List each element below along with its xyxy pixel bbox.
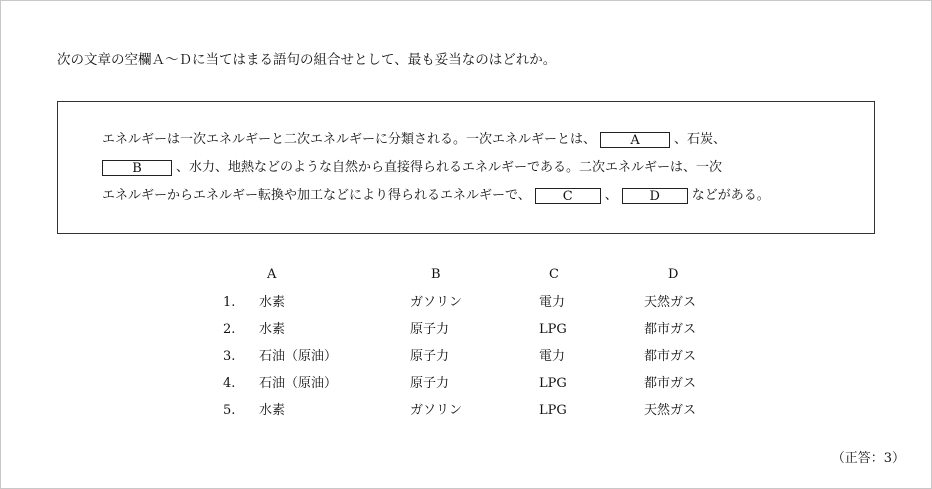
option-number: 5. xyxy=(223,403,236,418)
option-d: 都市ガス xyxy=(644,349,697,364)
option-b: 原子力 xyxy=(410,322,450,337)
option-d: 都市ガス xyxy=(644,376,697,391)
option-b: 原子力 xyxy=(410,376,450,391)
option-number: 2. xyxy=(223,322,236,337)
option-c: LPG xyxy=(539,322,567,337)
option-d: 都市ガス xyxy=(644,322,697,337)
option-row-1[interactable] xyxy=(1,294,931,312)
option-row-4[interactable] xyxy=(1,375,931,393)
passage-text: 、 xyxy=(604,188,618,203)
passage-line-3 xyxy=(102,186,770,206)
header-d: D xyxy=(668,267,679,282)
passage-text: エネルギーからエネルギー転換や加工などにより得られるエネルギーで、 xyxy=(102,188,531,203)
option-a: 石油（原油） xyxy=(259,349,338,364)
passage-text: などがある。 xyxy=(691,188,770,203)
header-b: B xyxy=(431,267,441,282)
question-text: 次の文章の空欄Ａ～Ｄに当てはまる語句の組合せとして、最も妥当なのはどれか。 xyxy=(57,52,557,68)
option-c: LPG xyxy=(539,403,567,418)
blank-c: C xyxy=(535,188,601,204)
header-a: A xyxy=(267,267,277,282)
option-b: 原子力 xyxy=(410,349,450,364)
option-b: ガソリン xyxy=(410,403,463,418)
option-d: 天然ガス xyxy=(644,403,697,418)
blank-b: B xyxy=(102,160,172,176)
option-b: ガソリン xyxy=(410,295,463,310)
option-row-5[interactable] xyxy=(1,402,931,420)
correct-answer: （正答：3） xyxy=(831,451,905,466)
passage-text: 、石炭、 xyxy=(674,132,727,147)
header-c: C xyxy=(549,267,559,282)
option-a: 水素 xyxy=(259,403,286,418)
blank-a: A xyxy=(600,132,670,148)
option-number: 4. xyxy=(223,376,236,391)
passage-line-1 xyxy=(102,130,726,150)
option-row-3[interactable] xyxy=(1,348,931,366)
option-row-2[interactable] xyxy=(1,321,931,339)
passage-text: エネルギーは一次エネルギーと二次エネルギーに分類される。一次エネルギーとは、 xyxy=(102,132,597,147)
option-c: 電力 xyxy=(539,295,566,310)
options-header xyxy=(1,266,931,284)
option-c: 電力 xyxy=(539,349,566,364)
option-a: 水素 xyxy=(259,322,286,337)
option-d: 天然ガス xyxy=(644,295,697,310)
option-a: 水素 xyxy=(259,295,286,310)
passage-line-2 xyxy=(102,158,722,178)
blank-d: D xyxy=(622,188,688,204)
passage-text: 、水力、地熱などのような自然から直接得られるエネルギーである。二次エネルギーは、一次 xyxy=(176,160,723,175)
option-a: 石油（原油） xyxy=(259,376,338,391)
option-c: LPG xyxy=(539,376,567,391)
option-number: 1. xyxy=(223,295,236,310)
option-number: 3. xyxy=(223,349,236,364)
passage-box xyxy=(57,101,875,234)
